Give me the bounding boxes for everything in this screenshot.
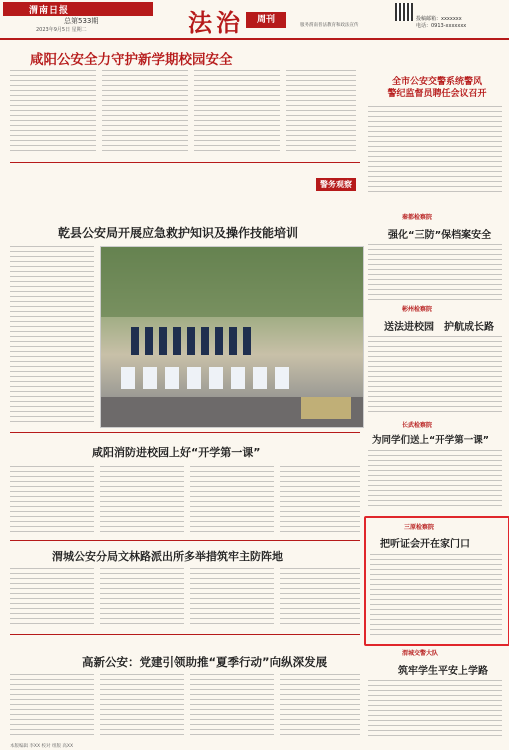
article-a1-col4 [286, 70, 356, 154]
article-a8-col3 [190, 466, 274, 534]
article-a9-col3 [190, 568, 274, 628]
footer-credits: 本版编辑 李XX 校对 组版 高XX [10, 744, 74, 749]
section-title: 法治 [188, 8, 244, 37]
article-a8-col2 [100, 466, 184, 534]
editor-phone: 电话：0913-xxxxxxx [416, 23, 467, 29]
article-a11-col3 [190, 674, 274, 736]
section-a12: 渭城交警大队 [402, 650, 439, 657]
article-a11-col1 [10, 674, 94, 736]
divider-2 [10, 432, 360, 433]
headline-a9: 渭城公安分局文林路派出所多举措筑牢主防阵地 [52, 550, 283, 563]
article-a5-body [368, 244, 502, 300]
headline-a11: 高新公安：党建引领助推“夏季行动”向纵深发展 [82, 655, 328, 669]
masthead-slogan: 服务渭南普法教育和政法宣传 [300, 23, 359, 28]
headline-a5: 强化“三防”保档案安全 [388, 230, 492, 241]
article-a1-col1 [10, 70, 96, 154]
article-a2-body [368, 106, 502, 196]
weekly-badge: 周刊 [246, 12, 286, 28]
article-a12-body [368, 680, 502, 738]
paper-name: 渭南日报 [29, 6, 70, 16]
section-a7: 长武检察院 [402, 422, 433, 429]
divider-3 [10, 540, 360, 541]
issue-number: 总第533期 [64, 17, 99, 25]
article-a1-col2 [102, 70, 188, 154]
article-a4-col1 [10, 246, 94, 426]
article-a8-col4 [280, 466, 360, 534]
headline-a10[interactable]: 把听证会开在家门口 [380, 539, 470, 550]
article-a6-body [368, 336, 502, 416]
article-a9-col4 [280, 568, 360, 628]
issue-date: 2023年9月5日 星期二 [36, 27, 87, 33]
article-a11-col4 [280, 674, 360, 736]
page-footer [0, 742, 509, 750]
article-a10-body [370, 554, 502, 636]
headline-a7: 为同学们送上“开学第一课” [372, 435, 489, 446]
paper-name-bar [3, 2, 153, 16]
section-a6: 彬州检察院 [402, 306, 433, 313]
article-a9-col2 [100, 568, 184, 628]
headline-a1: 咸阳公安全力守护新学期校园安全 [30, 52, 233, 68]
editor-email: 投稿邮箱：xxxxxxx [416, 16, 462, 22]
article-a8-col1 [10, 466, 94, 534]
training-photo-illustration [101, 247, 363, 427]
training-photo [100, 246, 364, 428]
police-watch-tag: 警务观察 [316, 178, 356, 191]
qr-code-icon [395, 3, 413, 21]
masthead-contact [416, 16, 466, 30]
section-a5: 秦都检察院 [402, 214, 433, 221]
article-a11-col2 [100, 674, 184, 736]
headline-a6: 送法进校园 护航成长路 [384, 322, 494, 333]
article-a1-col3 [194, 70, 280, 154]
article-a9-col1 [10, 568, 94, 628]
headline-a8: 咸阳消防进校园上好“开学第一课” [92, 446, 261, 459]
headline-a4: 乾县公安局开展应急救护知识及操作技能培训 [58, 226, 299, 240]
masthead [0, 0, 509, 38]
masthead-rule [0, 38, 509, 40]
article-a7-body [368, 450, 502, 508]
section-a10: 三原检察院 [404, 524, 435, 531]
divider-1 [10, 162, 360, 163]
headline-a12: 筑牢学生平安上学路 [398, 666, 488, 677]
headline-a2: 全市公安交警系统警风 警纪监督员聘任会议召开 [387, 77, 487, 99]
divider-4 [10, 634, 360, 635]
